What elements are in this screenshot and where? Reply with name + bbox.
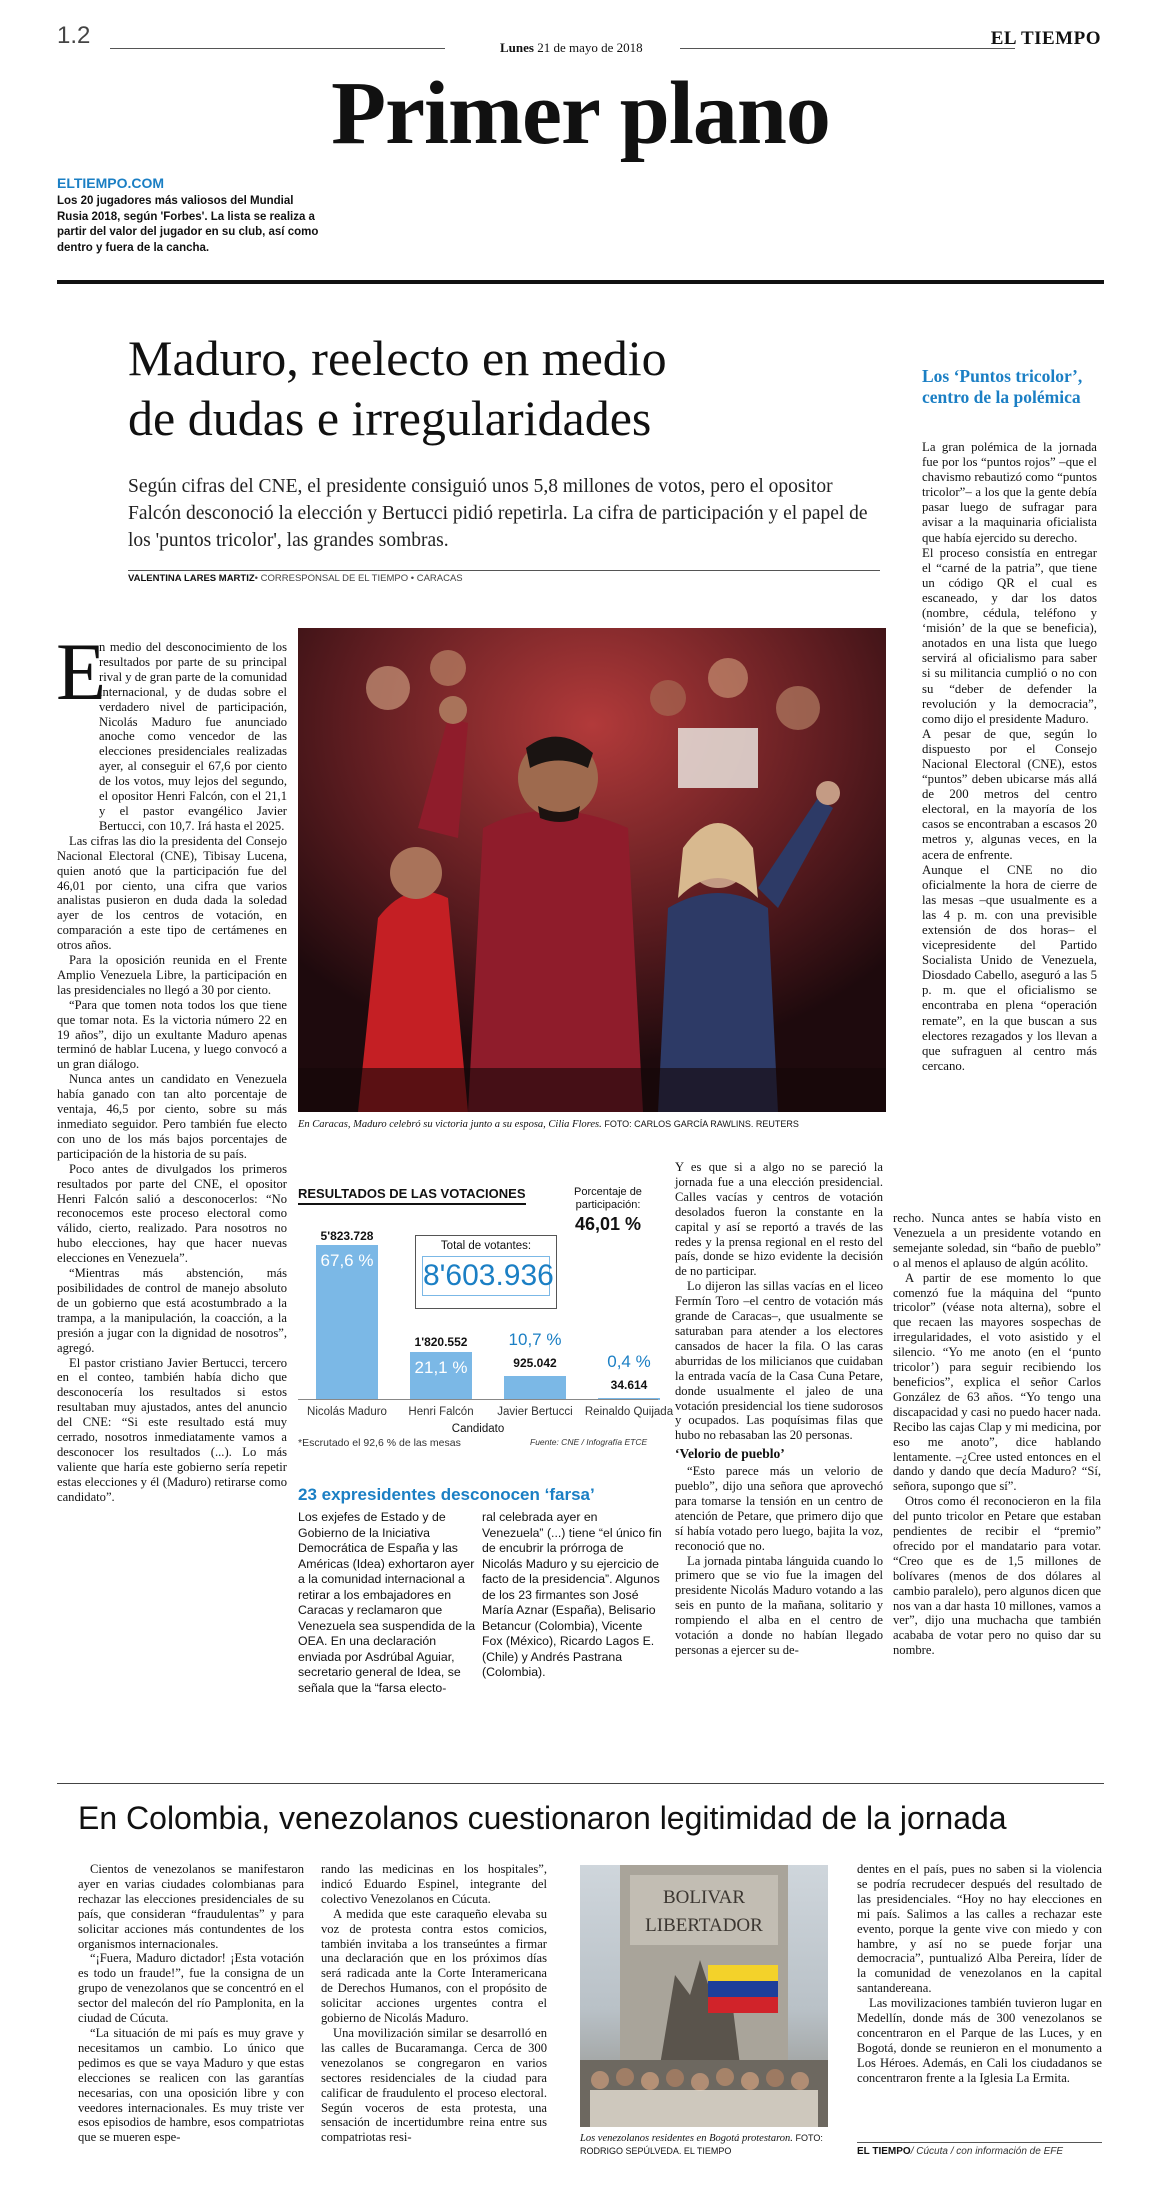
sidebar-body: [922, 440, 1097, 1074]
chart-category-label: Henri Falcón: [408, 1406, 474, 1418]
chart-participation-label: Porcentaje de participación:: [574, 1186, 642, 1211]
chart-bar: [504, 1376, 566, 1400]
main-col-1: [57, 640, 287, 1505]
colombia-photo: [580, 1865, 828, 2127]
bar-chart: [298, 1228, 674, 1418]
main-col-4: [893, 1211, 1101, 1658]
expresidentes-col-b: ral celebrada ayer en Venezuela” (...) tiene “el único fin de encubrir la prórroga de Nicolás Maduro y su ejercicio de facto de la presidencia”. Algunos de los 23 firmantes son José María Aznar (España), Belisario Betancur (Colombia), Vicente Fox (México), Ricardo Lagos E. (Chile) y Andrés Pastrana (Colombia).: [482, 1510, 662, 1679]
masthead-rule-left: [110, 48, 445, 49]
main-paragraph: “Para que tomen nota todos los que tiene que tomar nota. Es la victoria número 22 en 19 años”, dijo un exultante Maduro apenas terminó de hablar Lucena, y luego convocó a un gran diálogo.: [57, 997, 287, 1072]
chart-bar-votes-label: 34.614: [610, 1378, 648, 1392]
colombia-col-2: [321, 1862, 547, 2145]
section-divider: [57, 280, 1104, 284]
main-photo-image: [298, 628, 886, 1112]
colombia-paragraph: “¡Fuera, Maduro dictador! ¡Esta votación es todo un fraude!”, fue la consigna de un grupo de venezolanos que se concentró en el sector del malecón del río Pamplonita, en la ciudad de Cúcuta.: [78, 1951, 304, 2026]
byline-rule: [128, 570, 880, 571]
chart-bar-votes-label: 5'823.728: [320, 1228, 374, 1243]
colombia-col-1: [78, 1862, 304, 2145]
signoff-rest: / Cúcuta / con información de EFE: [910, 2146, 1064, 2157]
main-col-3: [675, 1160, 883, 1658]
section-title: Primer plano: [331, 64, 830, 163]
main-headline-line1: Maduro, reelecto en medio: [128, 330, 667, 386]
subhead-velorio: ‘Velorio de pueblo’: [675, 1446, 785, 1462]
chart-bar-votes-label: 925.042: [513, 1355, 557, 1370]
main-photo-caption-text: En Caracas, Maduro celebró su victoria junto a su esposa, Cilia Flores.: [298, 1119, 602, 1130]
colombia-photo-caption: [580, 2132, 830, 2158]
chart-title: RESULTADOS DE LAS VOTACIONES: [298, 1186, 526, 1205]
main-headline-line2: de dudas e irregularidades: [128, 390, 652, 446]
chart-footnote: *Escrutado el 92,6 % de las mesas: [298, 1437, 461, 1449]
main-headline: [128, 328, 667, 448]
chart-bar-value-label: 67,6 %: [320, 1251, 374, 1271]
chart-category-label: Nicolás Maduro: [307, 1406, 387, 1418]
main-paragraph: “Mientras más abstención, más posibilidades de control de manejo absoluto de un gobierno que está acostumbrado a la trampa, a la manipulación, la coacción, a la presión a jugar con la dignidad de nosotros”, agregó.: [57, 1266, 287, 1355]
monument-inscription-line2: LIBERTADOR: [645, 1915, 763, 1936]
sidebar-title: Los ‘Puntos tricolor’, centro de la polémica: [922, 366, 1083, 407]
promo-text: Los 20 jugadores más valiosos del Mundial Rusia 2018, según 'Forbes'. La lista se realiza a partir del valor del jugador en su club, así como dentro y fuera de la cancha.: [57, 195, 319, 254]
colombia-col-4: [857, 1862, 1102, 2086]
main-paragraph: Poco antes de divulgados los primeros resultados por parte del CNE, el opositor Henri Falcón salió a desconocerlos: “No reconocemos este proceso electoral como válido, cierto, realizado. Para nosotros no hubo elecciones, hay que hacer nuevas elecciones en Venezuela”.: [57, 1161, 287, 1266]
main-paragraph: recho. Nunca antes se había visto en Venezuela a un presidente votando en semejante soledad, sin “baño de pueblo” o al menos el aplauso de algún acólito.: [893, 1211, 1101, 1270]
sidebar-paragraph: El proceso consistía en entregar el “carné de la patria”, que tiene un código QR el cual es escaneado, y dar los datos (nombre, cédula, teléfono y ‘misión’ de la que se beneficia), anotados en una lista que luego servirá al oficialismo para saber si su militancia cumplió o no con su “deber de defender la revolución y la democracia”, como dijo el presidente Maduro.: [922, 545, 1097, 726]
page-number: 1.2: [57, 22, 91, 49]
signoff-rule: [857, 2142, 1102, 2143]
chart-category-label: Javier Bertucci: [497, 1406, 573, 1418]
chart-total-value: 8'603.936: [422, 1256, 550, 1296]
dropcap: E: [56, 626, 107, 717]
colombia-photo-image: [580, 1865, 828, 2127]
byline-role: • CORRESPONSAL DE EL TIEMPO • CARACAS: [254, 573, 463, 584]
main-paragraph: Nunca antes un candidato en Venezuela había ganado con tan alto porcentaje de ventaja, 46,5 por ciento, sobre su más inmediato seguidor. Pero también fue electo con uno de los más bajos porcentajes de participación de la historia de su país.: [57, 1072, 287, 1161]
main-paragraph: n medio del desconocimiento de los resultados por parte de su principal rival y de gran parte de la comunidad internacional, y de dudas sobre el verdadero nivel de participación, Nicolás Maduro fue anunciado anoche como vencedor de las elecciones presidenciales realizadas ayer, al conseguir el 67,6 por ciento de los votos, muy lejos del segundo, el opositor Henri Falcón, con el 21,1 y el pastor evangélico Javier Bertucci, con 10,7. Irá hasta el 2025.: [99, 640, 287, 833]
signoff-paper: EL TIEMPO: [857, 2146, 911, 2157]
monument-inscription-line1: BOLIVAR: [663, 1887, 745, 1908]
main-paragraph: A partir de ese momento lo que comenzó fue la máquina del “punto tricolor” (véase nota alterna), sobre el que recaen las mayores sospechas de irregularidades, el voto asistido y el silencio. “Yo me anoto (en el ‘punto tricolor’) para seguir recibiendo los beneficios”, explica el señor Carlos González de 63 años. “Yo tengo una discapacidad y casi no puedo hacer nada. Recibo las cajas Clap y mi medicina, por eso me anoto”, dice hablando lentamente. –¿Cree usted entonces en el dando y dando que decía Maduro? “Sí, señora, supongo que sí”.: [893, 1270, 1101, 1494]
chart-bar-votes-label: 1'820.552: [414, 1334, 468, 1349]
main-paragraph: Y es que si a algo no se pareció la jornada fue a una elección presidencial. Calles vacías y centros de votación desolados fueron la constante en la capital y así se reportó a través de las redes y la prensa regional en el resto del país, donde se hizo evidente la decisión de no participar.: [675, 1160, 883, 1279]
chart-bar-value-label: 21,1 %: [414, 1357, 468, 1377]
chart-total-label: Total de votantes:: [440, 1240, 532, 1252]
colombia-headline: En Colombia, venezolanos cuestionaron legitimidad de la jornada: [78, 1800, 1007, 1836]
main-paragraph: La jornada pintaba lánguida cuando lo primero que se vio fue la imagen del presidente Nicolás Maduro votando a las seis en punto de la mañana, solitario y rompiendo el alba en el centro de votación a donde no habían llegado personas a ejercer su de-: [675, 1553, 883, 1657]
main-paragraph: “Esto parece más un velorio de pueblo”, dijo una señora que aprovechó para tomarse la tensión en un centro de atención de Petare, que primero dijo que sí había votado pero luego, bajita la voz, reconoció que no.: [675, 1464, 883, 1553]
chart-participation-value: 46,01 %: [574, 1214, 642, 1234]
main-paragraph: El pastor cristiano Javier Bertucci, tercero en el conteo, también había dicho que desconocería los resultados si estos resultaban muy ajustados, antes del anuncio del CNE: “Si este resultado está muy cerrado, nosotros inmediatamente vamos a desconocer los resultados (...). Lo más valiente que haría este gobierno sería repetir estas elecciones y él (Maduro) retirarse como candidato”.: [57, 1355, 287, 1504]
colombia-photo-caption-text: Los venezolanos residentes en Bogotá protestaron.: [580, 2133, 793, 2144]
colombia-paragraph: dentes en el país, pues no saben si la violencia se podría recrudecer después del resultado de las presidenciales. “Hoy no hay elecciones en mi país. Salimos a las calles a rechazar este evento, porque la gente vive con miedo y con hambre, y así no se puede forjar una democracia”, puntualizó Alba Pereira, líder de la comunidad de venezolanos en la capital santandereana.: [857, 1862, 1102, 1996]
colombia-paragraph: “La situación de mi país es muy grave y necesitamos un cambio. Lo único que pedimos es que se vaya Maduro y que estas elecciones se realicen con las garantías necesarias, con una oposición libre y con veedores internacionales. Es muy triste ver esos episodios de hambre, esos compatriotas que se mueren espe-: [78, 2025, 304, 2145]
issue-date: [500, 40, 643, 56]
main-deck: Según cifras del CNE, el presidente consiguió unos 5,8 millones de votos, pero el opositor Falcón desconoció la elección y Bertucci pidió repetirla. La cifra de participación y el papel de los 'puntos tricolor', las grandes sombras.: [128, 476, 868, 551]
main-paragraph: Otros como él reconocieron en la fila del punto tricolor en Petare que estaban pendientes de recibir el “premio” ofrecido por el mandatario para votar. “Creo que es de 1,5 millones de bolívares (menos de dos dólares al cambio paralelo), pero algunos dicen que nos van a dar hasta 10 millones, vamos a ver”, dijo una muchacha que también acababa de votar pero no quiso dar su nombre.: [893, 1494, 1101, 1658]
expresidentes-title: 23 expresidentes desconocen ‘farsa’: [298, 1485, 595, 1504]
masthead-rule-right: [680, 48, 1015, 49]
colombia-paragraph: A medida que este caraqueño elevaba su voz de protesta contra estos comicios, también invitaba a los transeúntes a firmar una declaración que en los próximos días será radicada ante la Corte Interamericana de Derechos Humanos, con el propósito de solicitar acciones urgentes contra el gobierno de Nicolás Maduro.: [321, 1906, 547, 2026]
colombia-divider: [57, 1783, 1104, 1784]
signoff: [857, 2146, 1063, 2157]
chart-bar-value-label: 10,7 %: [508, 1329, 562, 1349]
main-paragraph: Las cifras las dio la presidenta del Consejo Nacional Electoral (CNE), Tibisay Lucena, quien anotó que la participación fue del 46,01 por ciento, una cifra que varios analistas pusieron en duda dada la soledad ayer de los centros de votación, en comparación a este tipo de certámenes en otros años.: [57, 833, 287, 953]
byline: [128, 573, 463, 584]
issue-date-day: Lunes: [500, 40, 534, 55]
main-photo-credit: FOTO: CARLOS GARCÍA RAWLINS. REUTERS: [604, 1119, 799, 1129]
promo-site[interactable]: ELTIEMPO.COM: [57, 175, 165, 191]
sidebar-paragraph: A pesar de que, según lo dispuesto por el Consejo Nacional Electoral (CNE), estos “puntos” deben ubicarse más allá de 200 metros del centro electoral, en la mayoría de los casos se encontraban a escasos 20 metros y, algunas veces, en la acera de enfrente.: [922, 726, 1097, 862]
colombia-paragraph: Una movilización similar se desarrolló en las calles de Bucaramanga. Cerca de 300 venezolanos se congregaron en varios sectores residenciales de la ciudad para calificar de fraudulento el proceso electoral. Según voceros de esta protesta, una sensación de incertidumbre reina entre sus compatriotas resi-: [321, 2025, 547, 2145]
main-photo: [298, 628, 886, 1112]
sidebar-paragraph: Aunque el CNE no dio oficialmente la hora de cierre de las mesas –que usualmente es a las 4 p. m. con una previsible extensión de dos horas– el vicepresidente del Partido Socialista Unido de Venezuela, Diosdado Cabello, aseguró a las 5 p. m. que el oficialismo se encontraba en plena “operación remate”, en la que buscan a sus electores rezagados y los llevan a que sufraguen al centro más cercano.: [922, 862, 1097, 1073]
colombia-paragraph: Las movilizaciones también tuvieron lugar en Medellín, donde más de 300 venezolanos se concentraron en el Parque de las Luces, y en Bogotá, donde se reunieron en el monumento a Los Héroes. Además, en Cali los ciudadanos se concentraron frente a la Iglesia La Ermita.: [857, 1996, 1102, 2085]
issue-date-rest: 21 de mayo de 2018: [537, 40, 643, 55]
expresidentes-col-a: Los exjefes de Estado y de Gobierno de la Iniciativa Democrática de España y las Américas (Idea) exhortaron ayer a la comunidad internacional a retirar a los embajadores en Caracas y reclamaron que Venezuela sea suspendida de la OEA. En una declaración enviada por Asdrúbal Aguiar, secretario general de Idea, se señala que la “farsa electo-: [298, 1510, 476, 1695]
colombia-paragraph: Cientos de venezolanos se manifestaron ayer en varias ciudades colombianas para rechazar las elecciones presidenciales de su país, que consideran “fraudulentas” y para solicitar acciones más contundentes de los organismos internacionales.: [78, 1862, 304, 1951]
chart-bar-value-label: 0,4 %: [607, 1352, 651, 1371]
colombia-paragraph: rando las medicinas en los hospitales”, indicó Eduardo Espinel, integrante del colectivo Venezolanos en Cúcuta.: [321, 1862, 547, 1906]
chart-xlabel: Candidato: [451, 1423, 505, 1435]
paper-name: EL TIEMPO: [990, 28, 1101, 49]
colombia-photo-credit: FOTO: RODRIGO SEPÚLVEDA. EL TIEMPO: [580, 2133, 823, 2156]
main-paragraph: Lo dijeron las sillas vacías en el liceo Fermín Toro –el centro de votación más grande de Caracas–, que usualmente se saturaban para atender a los electores cansados de hacer la fila. O las caras aburridas de los milicianos que cuidaban la entrada vacía de la Casa Cuna Petare, donde usualmente el jaleo de una votación presidencial los tiene sudorosos y ocupados. Las poquísimas filas que hubo no rebasaban las 20 personas.: [675, 1279, 883, 1443]
chart-axis: [298, 1399, 658, 1400]
byline-name: VALENTINA LARES MARTIZ: [128, 573, 255, 584]
chart-source: Fuente: CNE / Infografía ETCE: [530, 1437, 648, 1447]
main-paragraph: Para la oposición reunida en el Frente Amplio Venezuela Libre, la participación en las presidenciales no llegó a 30 por ciento.: [57, 953, 287, 997]
main-photo-caption: [298, 1118, 898, 1131]
chart-category-label: Reinaldo Quijada: [584, 1406, 674, 1418]
sidebar-paragraph: La gran polémica de la jornada fue por los “puntos rojos” –que el chavismo rebautizó como “puntos tricolor”– a los que la gente debía pasar luego de sufragar para avisar a la maquinaria oficialista que había ejercido su derecho.: [922, 440, 1097, 545]
